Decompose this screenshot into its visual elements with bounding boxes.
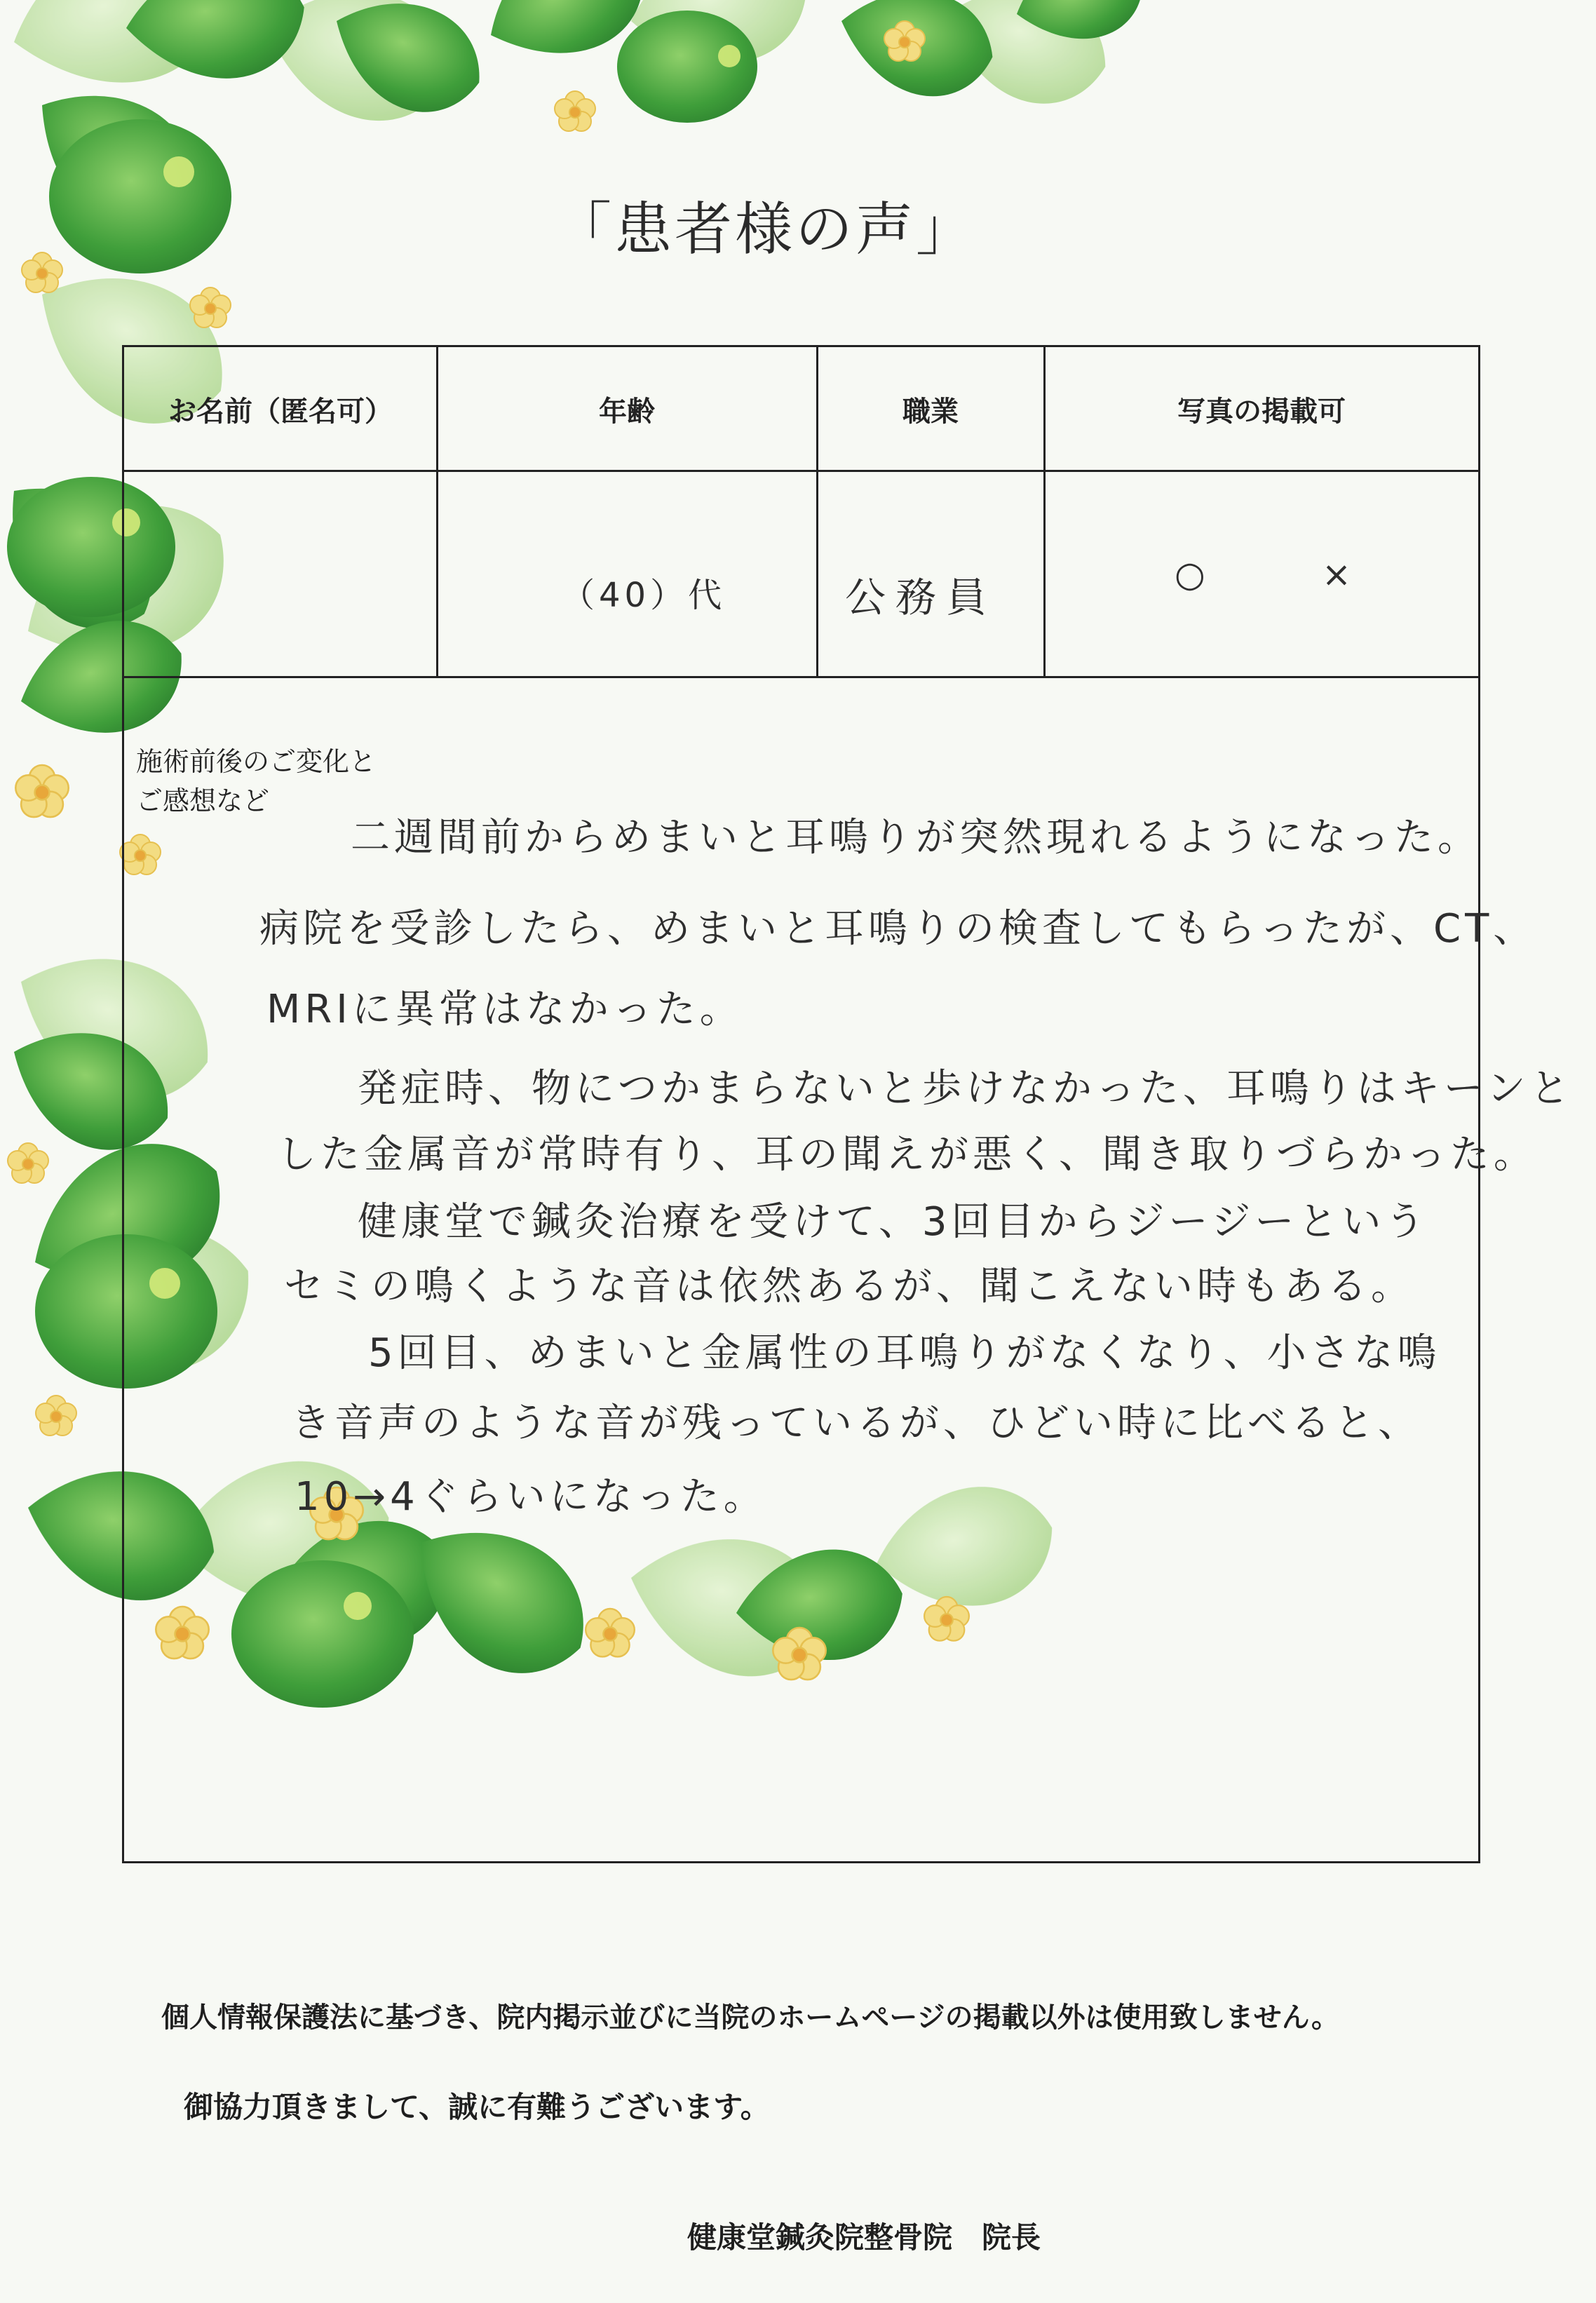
value-age: （40）代 — [561, 576, 726, 615]
thanks-line: 御協力頂きまして、誠に有難うございます。 — [184, 2090, 770, 2124]
comment-line-6: 健康堂で鍼灸治療を受けて、3回目からジージーという — [358, 1199, 1429, 1245]
photo-ng-mark: × — [1322, 554, 1355, 595]
header-occupation: 職業 — [902, 396, 959, 428]
comments-label-line2: ご感想など — [136, 785, 270, 816]
privacy-notice: 個人情報保護法に基づき、院内掲示並びに当院のホームページの掲載以外は使用致しません。 — [161, 2001, 1339, 2034]
header-age: 年齢 — [599, 396, 655, 428]
clinic-signature: 健康堂鍼灸院整骨院 院長 — [687, 2220, 1041, 2255]
comments-label-line1: 施術前後のご変化と — [136, 746, 377, 777]
comment-line-2: 病院を受診したら、めまいと耳鳴りの検査してもらったが、CT、 — [259, 906, 1537, 952]
comment-line-7: セミの鳴くような音は依然あるが、聞こえない時もある。 — [284, 1264, 1414, 1309]
photo-ok-mark: ○ — [1175, 554, 1210, 595]
comment-line-1: 二週間前からめまいと耳鳴りが突然現れるようになった。 — [351, 815, 1481, 860]
comment-line-10: 10→4ぐらいになった。 — [295, 1474, 767, 1520]
value-occupation: 公務員 — [845, 574, 997, 621]
comment-line-4: 発症時、物につかまらないと歩けなかった、耳鳴りはキーンと — [358, 1066, 1574, 1112]
header-photo: 写真の掲載可 — [1177, 396, 1346, 428]
comment-line-8: 5回目、めまいと金属性の耳鳴りがなくなり、小さな鳴 — [368, 1330, 1441, 1376]
comment-line-9: き音声のような音が残っているが、ひどい時に比べると、 — [291, 1400, 1421, 1446]
comments-label — [136, 742, 376, 820]
comment-line-3: MRIに異常はなかった。 — [266, 987, 743, 1032]
comment-line-5: した金属音が常時有り、耳の聞えが悪く、聞き取りづらかった。 — [277, 1132, 1537, 1177]
page-title: 「患者様の声」 — [554, 196, 977, 263]
header-name: お名前（匿名可） — [168, 396, 393, 428]
